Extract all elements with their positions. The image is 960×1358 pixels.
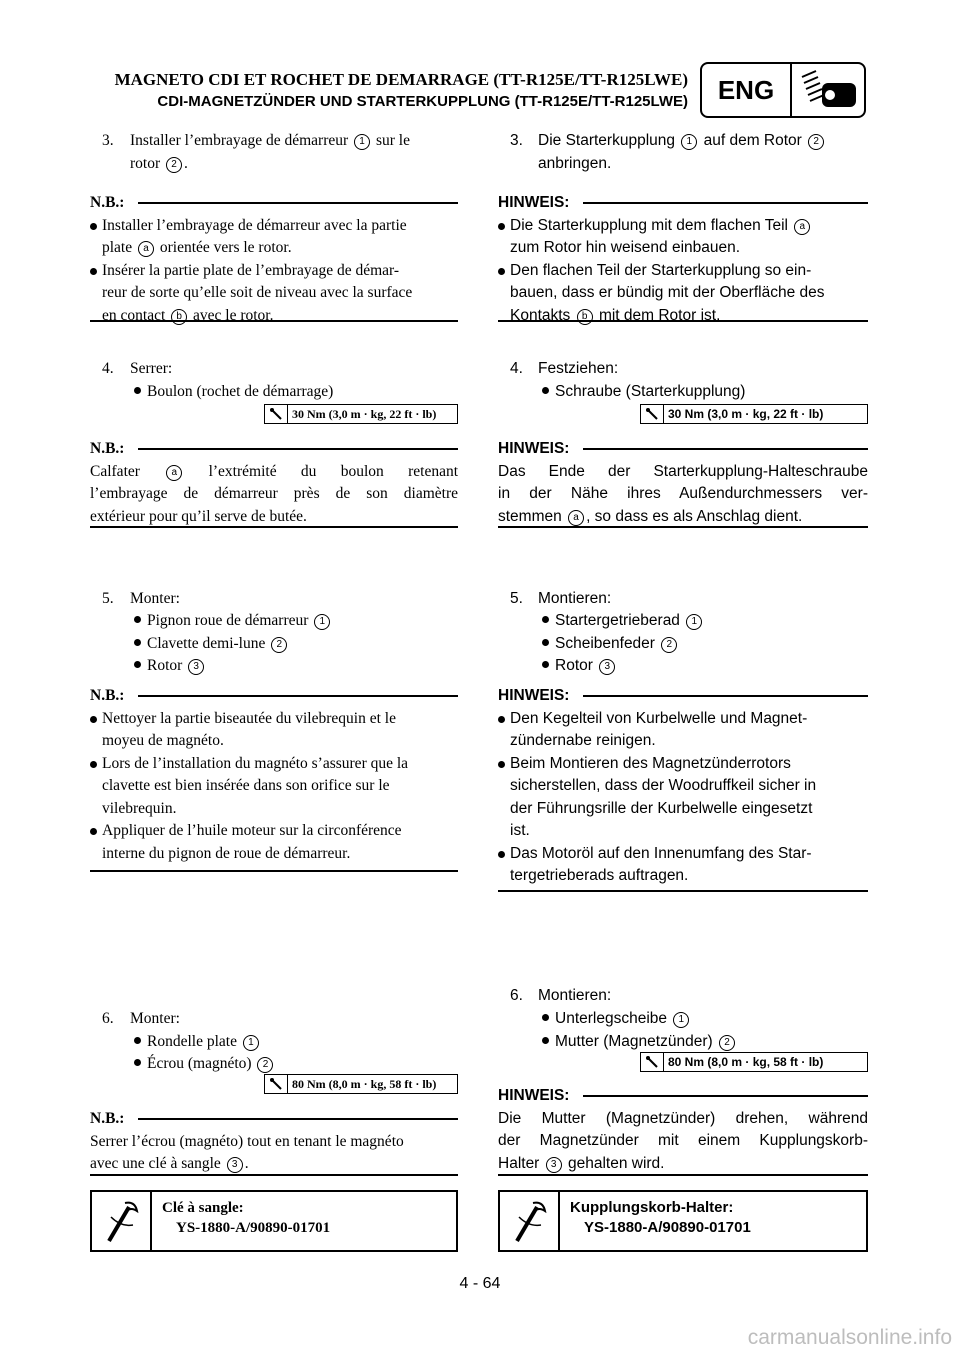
note-3-de: HINWEIS: Die Starterkupplung mit dem flachen Teil a zum Rotor hin weisend einbauen. Den flachen Teil der Starterkupplung so ein- bauen, dass er bündig mit der Oberfläche des Kontakts b mit dem Rotor ist.	[498, 192, 868, 327]
section-title-de: CDI-MAGNETZÜNDER UND STARTERKUPPLUNG (TT-R125E/TT-R125LWE)	[157, 93, 688, 110]
torque-wrench-icon	[641, 405, 664, 423]
torque-wrench-icon	[265, 405, 288, 423]
note-rule	[498, 1174, 868, 1176]
note-6-fr: N.B.: Serrer l’écrou (magnéto) tout en tenant le magnéto avec une clé à sangle 3 .	[90, 1108, 458, 1176]
wrench-tool-icon	[500, 1192, 560, 1250]
bullet: Rotor 3	[134, 655, 206, 678]
step-6-de: 6. Montieren:	[510, 987, 612, 1004]
step-4-de: 4. Festziehen:	[510, 360, 619, 377]
bullet: Mutter (Magnetzünder) 2	[542, 1031, 737, 1054]
step-5-fr: 5. Monter:	[102, 590, 180, 607]
watermark: carmanualsonline.info	[747, 1326, 952, 1349]
note-5-de: HINWEIS: Den Kegelteil von Kurbelwelle und Magnet- zündernabe reinigen. Beim Montieren des Magnetzünderrotors sicherstellen, dass der Woodruffkeil sicher in der Führungsrille der Kurbelwelle eingesetzt ist. Das Motoröl auf den Innenumfang des Star- tergetrieberads auftragen.	[498, 685, 868, 888]
step-4-fr: 4. Serrer:	[102, 360, 173, 377]
bullet: Boulon (rochet de démarrage)	[134, 381, 333, 404]
special-tool-box-de: Kupplungskorb-Halter: YS-1880-A/90890-01701	[498, 1190, 868, 1252]
step-3-de: 3. Die Starterkupplung 1 auf dem Rotor 2 anbringen.	[498, 130, 868, 175]
note-rule	[90, 1174, 458, 1176]
step-3-fr: 3. Installer l’embrayage de démarreur 1 sur le rotor 2 .	[102, 132, 410, 172]
torque-spec-fr-4: 30 Nm (3,0 m · kg, 22 ft · lb)	[264, 404, 458, 424]
note-rule	[90, 870, 458, 872]
step-5-de: 5. Montieren:	[510, 590, 612, 607]
note-4-de: HINWEIS: Das Ende der Starterkupplung-Halteschraube in der Nähe ihres Außendurchmessers ver- stemmen a , so dass es als Anschlag dient.	[498, 440, 868, 525]
bullet: Pignon roue de démarreur 1	[134, 610, 332, 633]
torque-wrench-icon	[265, 1075, 288, 1093]
torque-spec-fr-6: 80 Nm (8,0 m · kg, 58 ft · lb)	[264, 1074, 458, 1094]
note-3-fr: N.B.: Installer l’embrayage de démarreur avec la partie plate a orientée vers le rotor. Insérer la partie plate de l’embrayage de démar- reur de sorte qu’elle soit de niveau avec la surface en contact b avec le rotor.	[90, 192, 458, 327]
note-rule	[498, 320, 868, 322]
badge-label: ENG	[702, 64, 792, 116]
wrench-tool-icon	[92, 1192, 152, 1250]
note-rule	[90, 526, 458, 528]
note-rule	[90, 320, 458, 322]
bullet: Startergetrieberad 1	[542, 610, 704, 633]
bullet: Rotor 3	[542, 655, 617, 678]
torque-wrench-icon	[641, 1053, 664, 1071]
bullet: Schraube (Starterkupplung)	[542, 381, 745, 404]
torque-spec-de-6: 80 Nm (8,0 m · kg, 58 ft · lb)	[640, 1052, 868, 1072]
section-title-fr: MAGNETO CDI ET ROCHET DE DEMARRAGE (TT-R125E/TT-R125LWE)	[114, 70, 688, 89]
bullet: Unterlegscheibe 1	[542, 1008, 691, 1031]
note-rule	[498, 526, 868, 528]
step-6-fr: 6. Monter:	[102, 1010, 180, 1027]
note-5-fr: N.B.: Nettoyer la partie biseautée du vilebrequin et le moyeu de magnéto. Lors de l’installation du magnéto s’assurer que la clavette est bien insérée dans son orifice sur le vilebrequin. Appliquer de l’huile moteur sur la circonférence interne du pignon de roue de démarreur.	[90, 685, 458, 865]
bullet: Écrou (magnéto) 2	[134, 1053, 275, 1076]
page-number: 4 - 64	[459, 1275, 501, 1292]
engine-parts-icon	[792, 64, 864, 116]
special-tool-box-fr: Clé à sangle: YS-1880-A/90890-01701	[90, 1190, 458, 1252]
engine-badge	[700, 62, 866, 118]
note-6-de: HINWEIS: Die Mutter (Magnetzünder) drehen, während der Magnetzünder mit einem Kupplungskorb- Halter 3 gehalten wird.	[498, 1087, 868, 1172]
torque-spec-de-4: 30 Nm (3,0 m · kg, 22 ft · lb)	[640, 404, 868, 424]
note-4-fr: N.B.: Calfater a l’extrémité du boulon retenant l’embrayage de démarreur près de son diamètre extérieur pour qu’il serve de butée.	[90, 440, 459, 525]
bullet: Clavette demi-lune 2	[134, 633, 289, 656]
bullet: Rondelle plate 1	[134, 1031, 261, 1054]
bullet: Scheibenfeder 2	[542, 633, 679, 656]
note-rule	[498, 890, 868, 892]
